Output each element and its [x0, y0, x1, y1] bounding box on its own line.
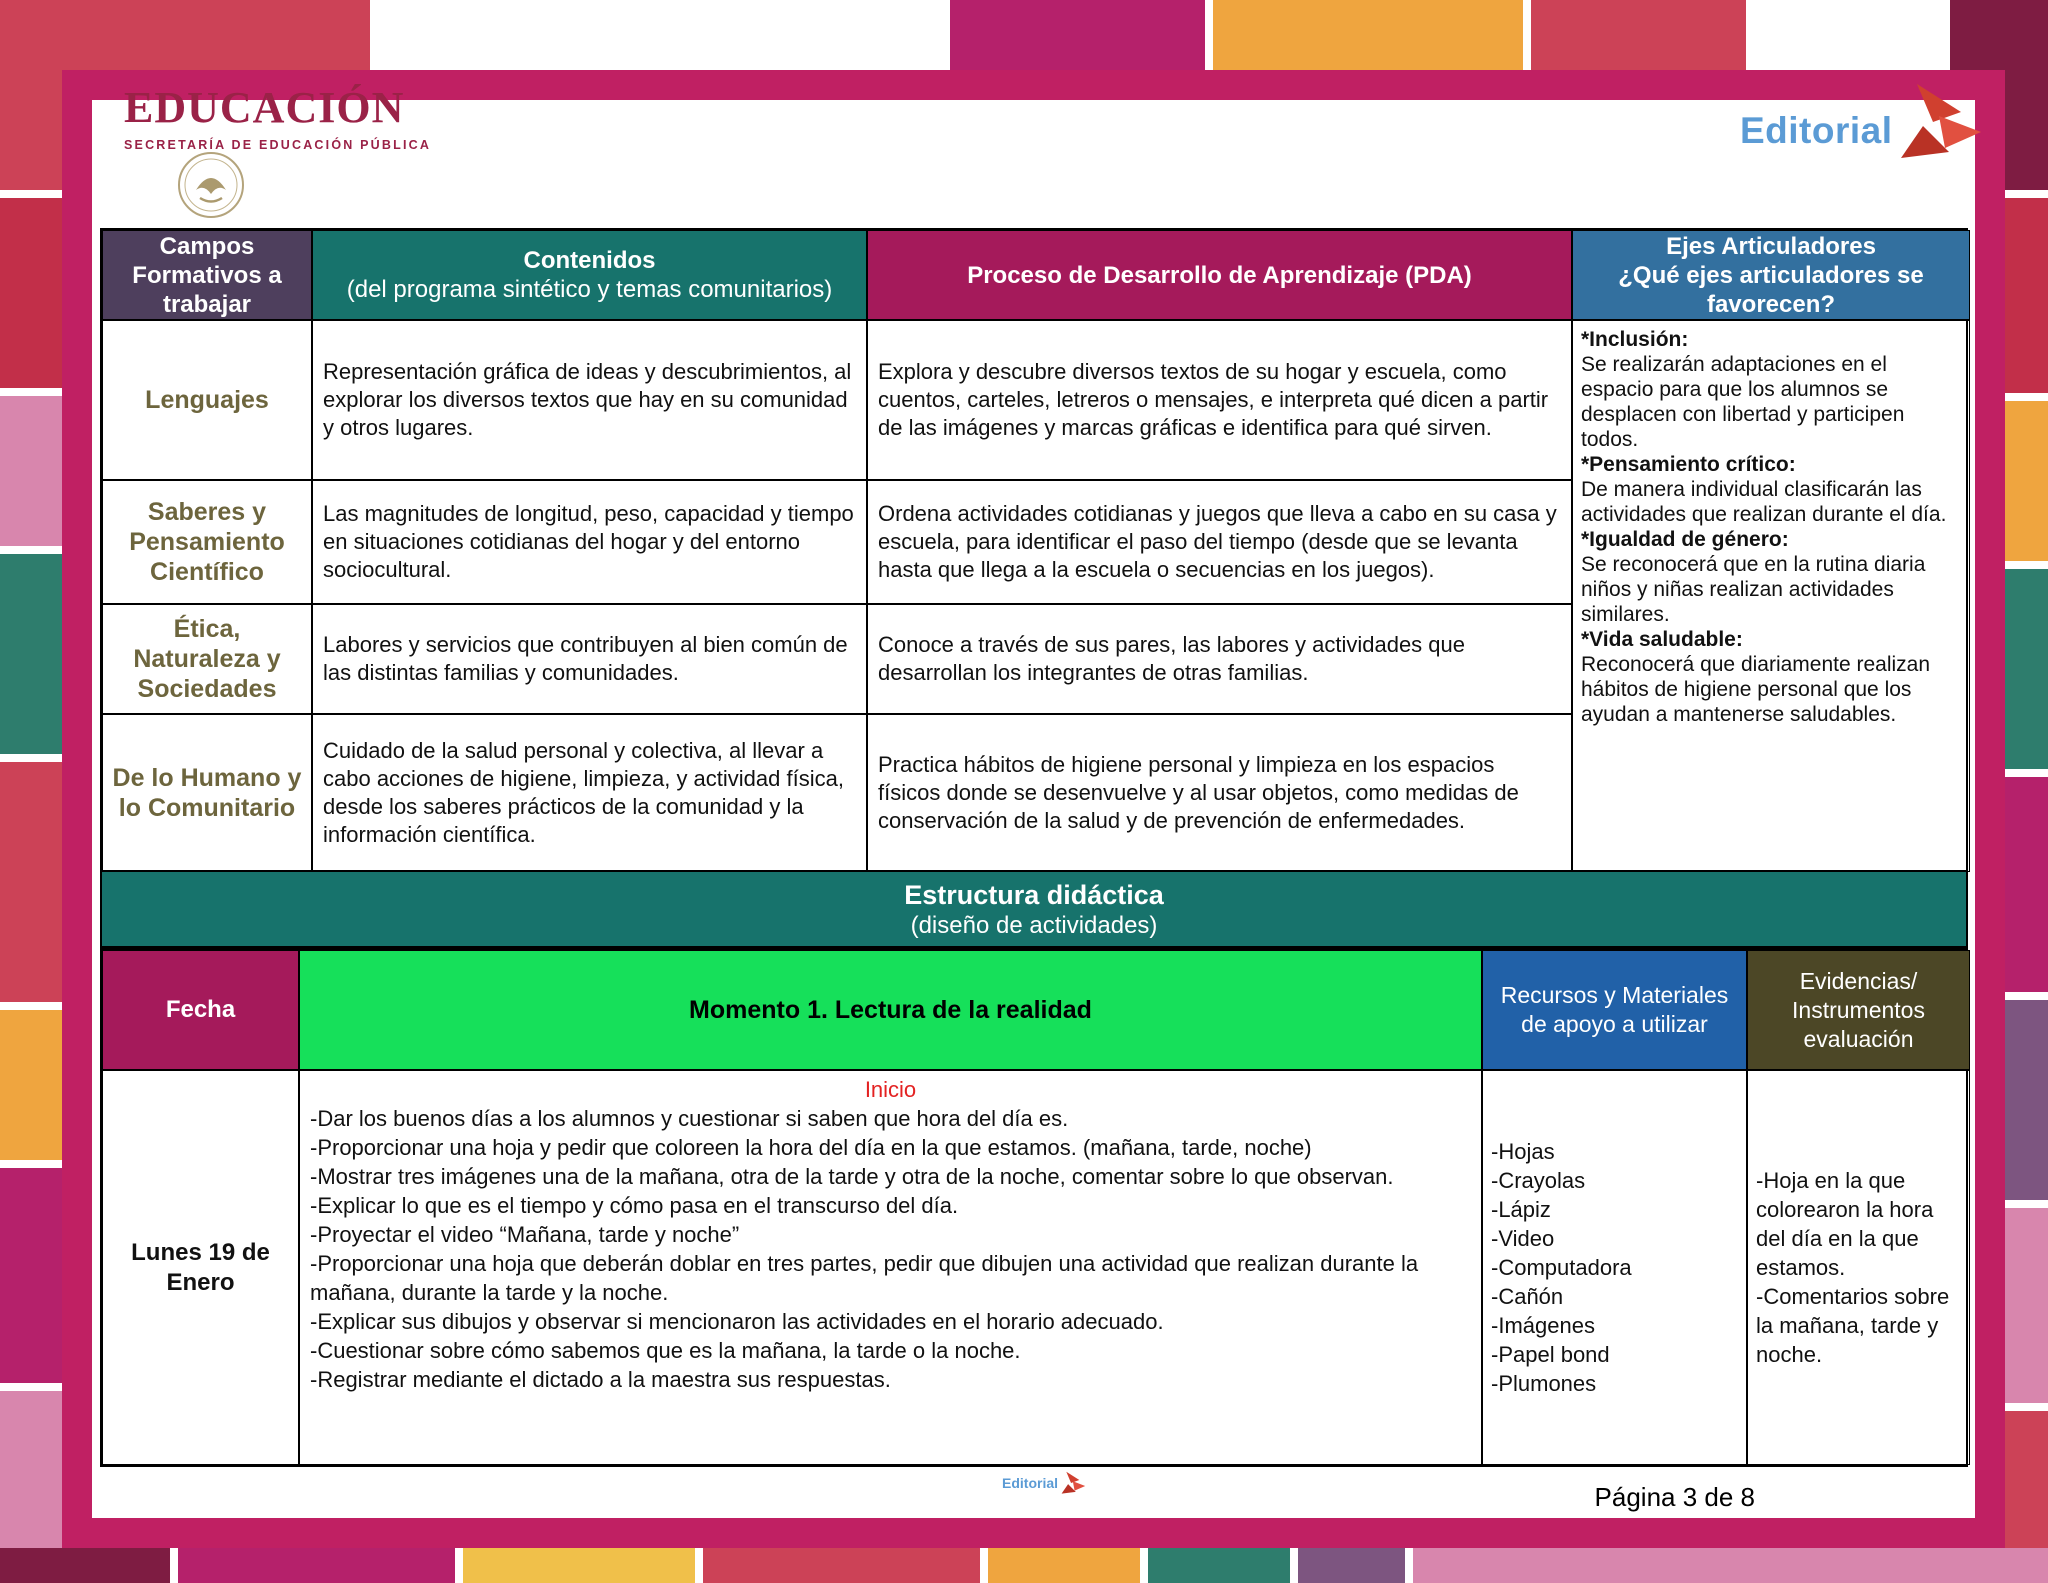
mosaic-tile: [703, 1548, 980, 1583]
campo-etica: Ética, Naturaleza y Sociedades: [102, 604, 312, 714]
footer-editorial-md-logo: [1002, 1470, 1087, 1496]
pda-etica: [867, 604, 1572, 714]
eje-text: Se realizarán adaptaciones en el espacio para que los alumnos se desplacen con libertad y participen todos.: [1581, 353, 1905, 451]
pda-text: Conoce a través de sus pares, las labores y actividades que desarrollan los integrantes de otras familias.: [878, 632, 1465, 685]
header-ejes-title: Ejes Articuladores: [1666, 232, 1876, 260]
page-number: Página 3 de 8: [1594, 1482, 1755, 1512]
mosaic-tile: [2005, 198, 2048, 393]
eje-text: Reconocerá que diariamente realizan hábitos de higiene personal que los ayudan a mantenerse saludables.: [1581, 653, 1931, 726]
actividad-item: -Dar los buenos días a los alumnos y cuestionar si saben que hora del día es.: [310, 1106, 1069, 1131]
recurso-item: -Video: [1491, 1226, 1555, 1251]
actividad-item: -Explicar sus dibujos y observar si mencionaron las actividades en el horario adecuado.: [310, 1309, 1164, 1334]
recurso-item: -Hojas: [1491, 1139, 1555, 1164]
brand-subtitle: SECRETARÍA DE EDUCACIÓN PÚBLICA: [124, 138, 432, 152]
header-pda: Proceso de Desarrollo de Aprendizaje (PDA): [867, 230, 1572, 320]
actividad-item: -Explicar lo que es el tiempo y cómo pasa en el transcurso del día.: [310, 1193, 959, 1218]
actividad-item: -Proporcionar una hoja y pedir que coloreen la hora del día en la que estamos. (mañana, tarde, noche): [310, 1135, 1312, 1160]
mosaic-tile: [2005, 569, 2048, 769]
contenido-humano: [312, 714, 867, 872]
actividad-item: -Proporcionar una hoja que deberán doblar en tres partes, pedir que dibujen una actividad que realizan durante la mañana, durante la tarde y la noche.: [310, 1251, 1419, 1305]
footer-editorial-md-icon: [1061, 1470, 1087, 1496]
header-ejes-subtitle: ¿Qué ejes articuladores se favorecen?: [1618, 261, 1924, 318]
mosaic-tile: [988, 1548, 1140, 1583]
stage-label: Inicio: [864, 1077, 917, 1102]
mosaic-tile: [2005, 777, 2048, 992]
recurso-item: -Lápiz: [1491, 1197, 1551, 1222]
mosaic-tile: [0, 1548, 170, 1583]
mosaic-tile: [2005, 1208, 2048, 1403]
mosaic-tile: [178, 1548, 455, 1583]
header-evidencias: Evidencias/ Instrumentos evaluación: [1747, 950, 1970, 1070]
pda-text: Explora y descubre diversos textos de su hogar y escuela, como cuentos, carteles, letreros o mensajes, e interpreta qué dicen a partir de las imágenes y marcas gráficas e identifica para qué sirven.: [878, 359, 1549, 440]
recurso-item: -Crayolas: [1491, 1168, 1586, 1193]
eje-title: *Pensamiento crítico:: [1581, 453, 1796, 476]
mosaic-tile: [1148, 1548, 1290, 1583]
pda-saberes: [867, 480, 1572, 604]
recurso-item: -Papel bond: [1491, 1342, 1610, 1367]
campo-saberes: Saberes y Pensamiento Científico: [102, 480, 312, 604]
editorial-md-logo: [1740, 82, 1987, 162]
header-momento: Momento 1. Lectura de la realidad: [299, 950, 1482, 1070]
mosaic-tile: [950, 0, 1205, 70]
contenido-text: Las magnitudes de longitud, peso, capacidad y tiempo en situaciones cotidianas del hogar y del entorno sociocultural.: [323, 501, 854, 582]
mosaic-tile: [2005, 401, 2048, 561]
contenido-text: Cuidado de la salud personal y colectiva, al llevar a cabo acciones de higiene, limpieza, y actividad física, desde los saberes prácticos de la comunidad y la información científica.: [323, 738, 844, 847]
pda-text: Ordena actividades cotidianas y juegos que lleva a cabo en su casa y escuela, para identificar el paso del tiempo (desde que se levanta hasta que llega a la escuela o secuencias en los juegos).: [878, 501, 1557, 582]
contenido-lenguajes: [312, 320, 867, 480]
campo-humano: De lo Humano y lo Comunitario: [102, 714, 312, 872]
header-campos-formativos: Campos Formativos a trabajar: [102, 230, 312, 320]
mosaic-tile: [0, 0, 62, 190]
mosaic-tile: [463, 1548, 695, 1583]
sep-seal-icon: [176, 150, 246, 220]
contenido-text: Representación gráfica de ideas y descubrimientos, al explorar los diversos textos que hay en su comunidad y otros lugares.: [323, 359, 852, 440]
evidencia-item: -Hoja en la que colorearon la hora del día en la que estamos.: [1756, 1168, 1934, 1280]
evidencia-item: -Comentarios sobre la mañana, tarde y noche.: [1756, 1284, 1950, 1367]
actividad-item: -Mostrar tres imágenes una de la mañana, otra de la tarde y otra de la noche, comentar sobre lo que observan.: [310, 1164, 1394, 1189]
mosaic-tile: [1213, 0, 1523, 70]
mosaic-tile: [0, 198, 62, 388]
eje-title: *Igualdad de género:: [1581, 528, 1789, 551]
actividades-cell: [299, 1070, 1482, 1465]
pda-text: Practica hábitos de higiene personal y limpieza en los espacios físicos donde se desenvuelve y al usar objetos, como medidas de conservación de la salud y de prevención de enfermedades.: [878, 752, 1519, 833]
publisher-name: Editorial: [1740, 110, 1893, 151]
evidencias-cell: [1747, 1070, 1970, 1465]
estructura-title: Estructura didáctica: [904, 879, 1164, 910]
sep-logo: [124, 84, 431, 152]
mosaic-tile: [0, 1168, 62, 1383]
recurso-item: -Cañón: [1491, 1284, 1564, 1309]
mosaic-tile: [1413, 1548, 2048, 1583]
activities-table: [100, 948, 1968, 1467]
header-contenidos-subtitle: (del programa sintético y temas comunitarios): [346, 276, 833, 303]
mosaic-tile: [0, 554, 62, 754]
editorial-md-icon: [1899, 82, 1987, 162]
contenido-saberes: [312, 480, 867, 604]
campo-lenguajes: Lenguajes: [102, 320, 312, 480]
mosaic-tile: [0, 762, 62, 1002]
mosaic-tile: [1298, 1548, 1405, 1583]
eje-text: Se reconocerá que en la rutina diaria niños y niñas realizan actividades similares.: [1581, 553, 1926, 626]
header-ejes-articuladores: [1572, 230, 1970, 320]
mosaic-tile: [1531, 0, 1746, 70]
header-contenidos: [312, 230, 867, 320]
eje-text: De manera individual clasificarán las actividades que realizan durante el día.: [1581, 478, 1947, 526]
recursos-cell: [1482, 1070, 1747, 1465]
recurso-item: -Imágenes: [1491, 1313, 1595, 1338]
contenido-text: Labores y servicios que contribuyen al bien común de las distintas familias y comunidades.: [323, 632, 848, 685]
recurso-item: -Computadora: [1491, 1255, 1632, 1280]
pda-humano: [867, 714, 1572, 872]
estructura-subtitle: (diseño de actividades): [910, 911, 1158, 939]
actividad-item: -Registrar mediante el dictado a la maestra sus respuestas.: [310, 1367, 891, 1392]
actividad-item: -Cuestionar sobre cómo sabemos que es la mañana, la tarde o la noche.: [310, 1338, 1021, 1363]
eje-title: *Vida saludable:: [1581, 628, 1743, 651]
actividad-item: -Proyectar el video “Mañana, tarde y noche”: [310, 1222, 740, 1247]
fecha-cell: Lunes 19 de Enero: [102, 1070, 299, 1465]
pda-lenguajes: [867, 320, 1572, 480]
mosaic-tile: [0, 396, 62, 546]
eje-title: *Inclusión:: [1581, 328, 1689, 351]
ejes-articuladores-cell: [1572, 320, 1970, 872]
mosaic-tile: [0, 1010, 62, 1160]
footer-publisher-name: Editorial: [1002, 1475, 1059, 1491]
brand-title: EDUCACIÓN: [124, 83, 405, 132]
mosaic-tile: [2005, 0, 2048, 190]
estructura-didactica-band: [100, 870, 1968, 948]
recurso-item: -Plumones: [1491, 1371, 1597, 1396]
mosaic-tile: [2005, 1000, 2048, 1200]
header-recursos: Recursos y Materiales de apoyo a utilizar: [1482, 950, 1747, 1070]
header-contenidos-title: Contenidos: [523, 247, 656, 274]
contenido-etica: [312, 604, 867, 714]
header-fecha: Fecha: [102, 950, 299, 1070]
planning-table: [100, 228, 1968, 874]
